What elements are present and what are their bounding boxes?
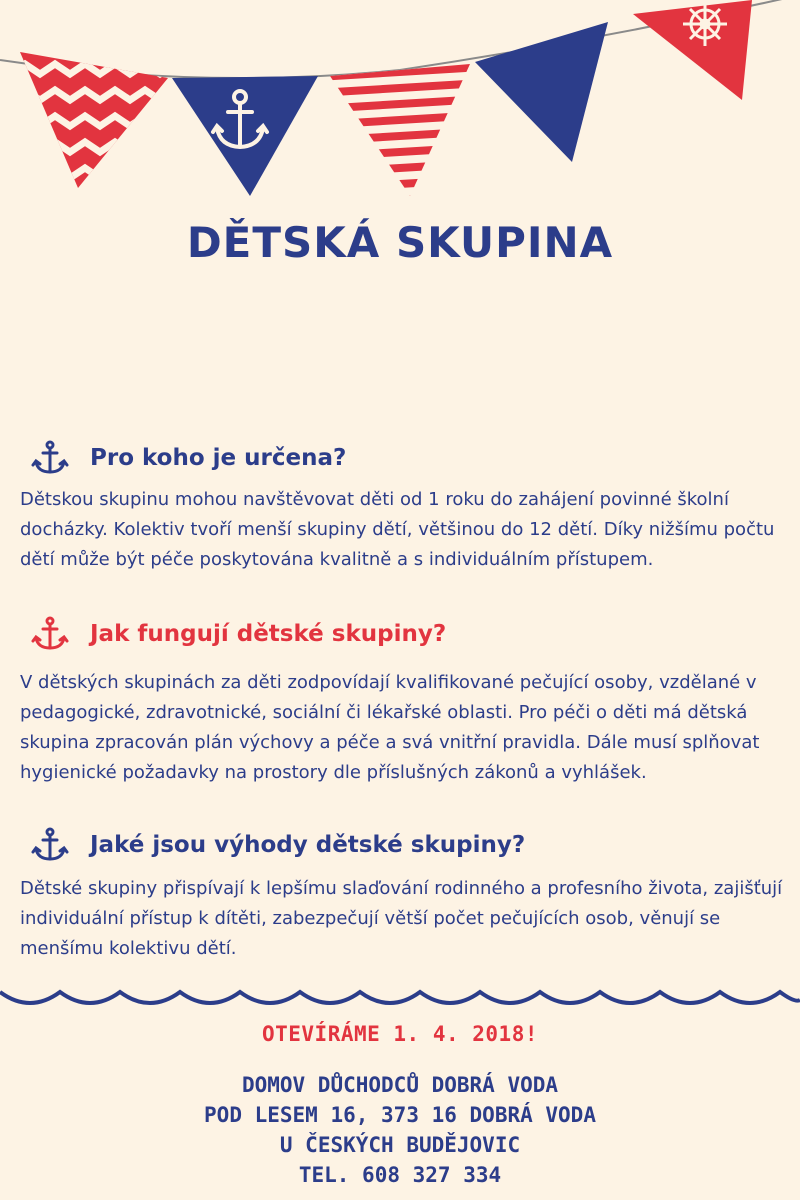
contact-city: U ČESKÝCH BUDĚJOVIC	[279, 1133, 521, 1157]
opening-date: OTEVÍRÁME 1. 4. 2018!	[261, 1022, 538, 1046]
anchor-icon	[30, 827, 70, 863]
section-heading-1	[30, 440, 346, 476]
section-heading-3	[30, 827, 525, 863]
waves-divider	[0, 980, 800, 1020]
page-title: DĚTSKÁ SKUPINA	[186, 218, 614, 267]
section-paragraph-2: V dětských skupinách za děti zodpovídají kvalifikované pečující osoby, vzdělané v pedagogické, zdravotnické, sociální či lékařské oblasti. Pro péči o děti má dětská skupina zpracován plán výchovy a péče a svá vnitřní pravidla. Dále musí splňovat hygienické požadavky na prostory dle příslušných zákonů a vyhlášek.	[20, 672, 760, 783]
anchor-icon	[30, 616, 70, 652]
flag-navy	[475, 22, 608, 162]
contact-block	[0, 1070, 800, 1190]
flag-zigzag	[0, 40, 200, 200]
section-heading-text: Pro koho je určena?	[90, 445, 347, 471]
flag-stripes	[300, 60, 500, 200]
section-heading-text: Jaké jsou výhody dětské skupiny?	[90, 832, 526, 858]
section-heading-2	[30, 616, 446, 652]
contact-street: POD LESEM 16, 373 16 DOBRÁ VODA	[204, 1103, 596, 1127]
section-paragraph-1: Dětskou skupinu mohou navštěvovat děti od 1 roku do zahájení povinné školní docházky. Kolektiv tvoří menší skupiny dětí, většinou do 12 dětí. Díky nižšímu počtu dětí může být péče poskytována kvalitně a s individuálním přístupem.	[20, 489, 775, 570]
anchor-icon	[30, 440, 70, 476]
bunting-flags	[0, 0, 800, 200]
section-heading-text: Jak fungují dětské skupiny?	[90, 621, 447, 647]
contact-organization: DOMOV DŮCHODCŮ DOBRÁ VODA	[241, 1073, 559, 1097]
section-paragraph-3: Dětské skupiny přispívají k lepšímu slaďování rodinného a profesního života, zajišťují individuální přístup k dítěti, zabezpečují větší počet pečujících osob, věnují se menšímu kolektivu dětí.	[20, 878, 783, 959]
contact-phone: TEL. 608 327 334	[298, 1163, 502, 1187]
